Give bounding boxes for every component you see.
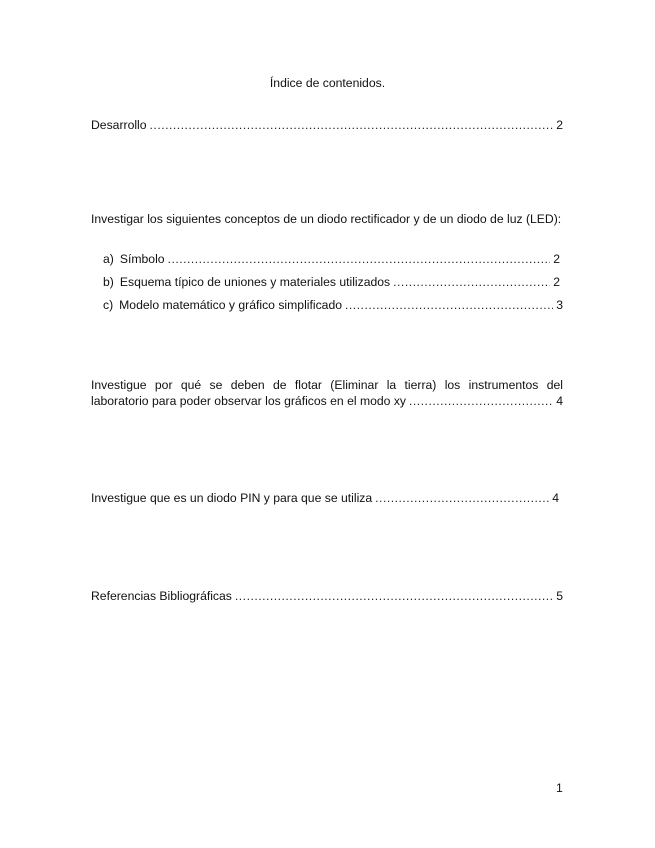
toc-leader-dots xyxy=(393,275,550,289)
toc-leader-dots xyxy=(345,298,553,312)
toc-entry-flotar-line2: laboratorio para poder observar los gráficos en el modo xy xyxy=(91,394,407,408)
toc-entry-page: 4 xyxy=(552,491,559,505)
toc-subentry-label: Símbolo xyxy=(119,252,165,266)
toc-entry-pin[interactable] xyxy=(91,491,559,505)
toc-leader-dots xyxy=(409,393,553,409)
toc-title: Índice de contenidos. xyxy=(269,76,386,90)
toc-subentry-marker: a) xyxy=(103,252,114,266)
toc-subentry-esquema[interactable] xyxy=(103,275,560,289)
toc-subentry-modelo[interactable] xyxy=(103,298,563,312)
toc-subentry-page: 2 xyxy=(553,252,560,266)
toc-leader-dots xyxy=(235,589,553,603)
toc-subentry-label: Esquema típico de uniones y materiales utilizados xyxy=(119,275,391,289)
toc-entry-label: Investigue que es un diodo PIN y para que se utiliza xyxy=(91,491,373,505)
page-number: 1 xyxy=(556,781,563,795)
toc-entry-page: 2 xyxy=(556,118,563,132)
toc-entry-investigar-text: Investigar los siguientes conceptos de un diodo rectificador y de un diodo de luz (LED): xyxy=(91,212,562,226)
toc-subentry-label: Modelo matemático y gráfico simplificado xyxy=(119,298,343,312)
toc-entry-page: 4 xyxy=(556,394,563,408)
toc-leader-dots xyxy=(150,118,554,132)
toc-subentry-page: 3 xyxy=(556,298,563,312)
toc-entry-label: Desarrollo xyxy=(91,118,147,132)
toc-entry-label: Referencias Bibliográficas xyxy=(91,589,232,603)
toc-entry-desarrollo[interactable] xyxy=(91,118,563,132)
toc-subentry-marker: c) xyxy=(103,298,114,312)
toc-leader-dots xyxy=(168,252,551,266)
toc-entry-flotar-line1: Investigue por qué se deben de flotar (Eliminar la tierra) los instrumentos del xyxy=(91,378,563,392)
toc-subentry-marker: b) xyxy=(103,275,114,289)
toc-subentry-simbolo[interactable] xyxy=(103,252,560,266)
toc-subentry-page: 2 xyxy=(553,275,560,289)
toc-leader-dots xyxy=(375,491,549,505)
toc-entry-page: 5 xyxy=(556,589,563,603)
toc-entry-flotar[interactable] xyxy=(91,377,563,409)
toc-entry-referencias[interactable] xyxy=(91,589,563,603)
